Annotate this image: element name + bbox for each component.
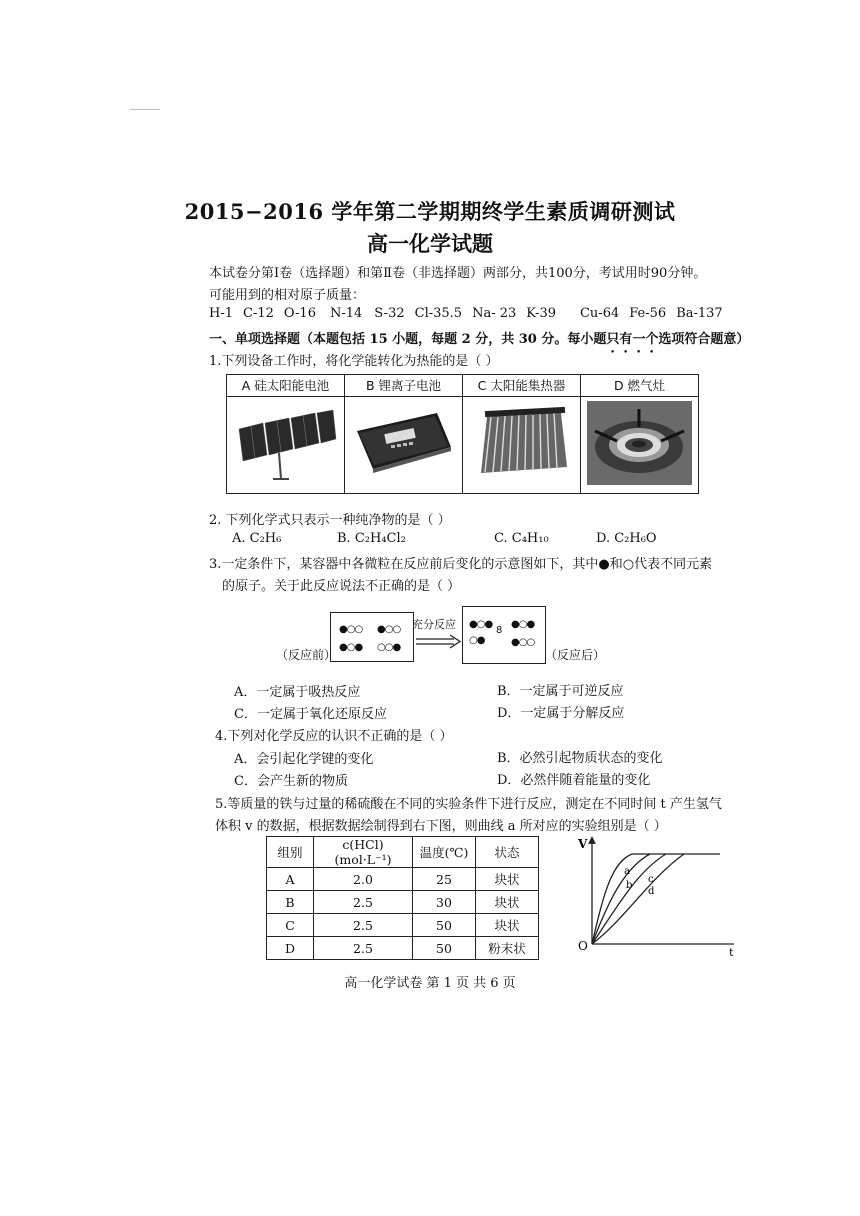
q1-option-d: D 燃气灶 bbox=[581, 375, 698, 493]
q1-option-c: C 太阳能集热器 bbox=[463, 375, 581, 493]
table-row: C 2.5 50 块状 bbox=[267, 914, 539, 937]
origin-label: O bbox=[578, 939, 588, 953]
q5-data-table bbox=[266, 836, 539, 960]
q3-option-a: A．一定属于吸热反应 bbox=[234, 685, 361, 700]
solar-collector-image bbox=[469, 401, 574, 485]
lithium-battery-image bbox=[351, 401, 456, 485]
intro-text: 本试卷分第Ⅰ卷（选择题）和第Ⅱ卷（非选择题）两部分，共100分，考试用时90分钟。 bbox=[209, 266, 707, 281]
before-box: ●○○ ●○○ ●○● ○○● bbox=[330, 612, 414, 662]
q4-option-d: D．必然伴随着能量的变化 bbox=[497, 773, 651, 788]
q4-stem: 4.下列对化学反应的认识不正确的是（ ） bbox=[215, 729, 453, 744]
q4-option-a: A．会引起化学键的变化 bbox=[234, 752, 374, 767]
q3-option-b: B．一定属于可逆反应 bbox=[497, 684, 624, 699]
section1-heading: 一、单项选择题（本题包括 15 小题，每题 2 分，共 30 分。每小题只有一个选项符合题意） bbox=[209, 332, 750, 347]
table-row: D 2.5 50 粉末状 bbox=[267, 937, 539, 960]
after-label: （反应后） bbox=[545, 648, 606, 662]
q1-option-b: B 锂离子电池 bbox=[345, 375, 463, 493]
curve-a-label: a bbox=[624, 866, 630, 877]
reaction-diagram bbox=[276, 612, 606, 668]
table-header-row: 组别 c(HCl)(mol·L⁻¹) 温度(℃) 状态 bbox=[267, 837, 539, 868]
q2-option-a: A. C₂H₆ bbox=[232, 531, 282, 546]
page-footer: 高一化学试卷 第 1 页 共 6 页 bbox=[344, 976, 516, 991]
q1-option-a: A 硅太阳能电池 bbox=[227, 375, 345, 493]
q1-stem: 1.下列设备工作时，将化学能转化为热能的是（ ） bbox=[209, 354, 499, 369]
curve-d-label: d bbox=[648, 886, 655, 897]
q3-stem-line2: 的原子。关于此反应说法不正确的是（ ） bbox=[222, 579, 461, 594]
y-axis-label: V bbox=[578, 837, 588, 851]
arrow-label: 充分反应 bbox=[412, 618, 456, 631]
before-label: （反应前） bbox=[276, 648, 337, 662]
reaction-arrow bbox=[414, 634, 462, 650]
q3-stem-line1: 3.一定条件下，某容器中各微粒在反应前后变化的示意图如下，其中●和○代表不同元素 bbox=[209, 557, 713, 572]
solar-panel-image bbox=[233, 401, 338, 485]
mass-label: 可能用到的相对原子质量： bbox=[209, 288, 366, 303]
scan-mark bbox=[130, 109, 160, 110]
gas-stove-image bbox=[587, 401, 692, 485]
q2-option-d: D. C₂H₆O bbox=[596, 531, 657, 546]
q5-stem-line1: 5.等质量的铁与过量的稀硫酸在不同的实验条件下进行反应，测定在不同时间 t 产生氢气 bbox=[215, 797, 722, 812]
q1-device-table bbox=[226, 374, 699, 494]
page-subtitle: 高一化学试题 bbox=[367, 231, 493, 256]
q3-option-c: C．一定属于氧化还原反应 bbox=[234, 707, 387, 722]
table-row: A 2.0 25 块状 bbox=[267, 868, 539, 891]
q2-option-c: C. C₄H₁₀ bbox=[494, 531, 549, 546]
curve-d bbox=[592, 854, 684, 944]
q3-option-d: D．一定属于分解反应 bbox=[497, 706, 625, 721]
q2-stem: 2. 下列化学式只表示一种纯净物的是（ ） bbox=[209, 513, 451, 528]
q5-stem-line2: 体积 v 的数据，根据数据绘制得到右下图，则曲线 a 所对应的实验组别是（ ） bbox=[215, 819, 667, 834]
x-axis-label: t bbox=[729, 946, 734, 958]
curve-b-label: b bbox=[626, 880, 633, 891]
q5-volume-time-graph bbox=[574, 832, 742, 958]
atomic-masses: H-1 C-12 O-16 N-14 S-32 Cl-35.5 Na- 23 K-39 Cu-64 Fe-56 Ba-137 bbox=[209, 306, 723, 321]
after-box: ●○● ○● 8 ●○● ●○○ bbox=[462, 606, 546, 664]
q4-option-c: C．会产生新的物质 bbox=[234, 774, 348, 789]
q4-option-b: B．必然引起物质状态的变化 bbox=[497, 751, 663, 766]
q2-option-b: B. C₂H₄Cl₂ bbox=[337, 531, 406, 546]
page-title: 2015−2016 学年第二学期期终学生素质调研测试 bbox=[184, 199, 676, 224]
curve-c-label: c bbox=[648, 874, 654, 885]
table-row: B 2.5 30 块状 bbox=[267, 891, 539, 914]
